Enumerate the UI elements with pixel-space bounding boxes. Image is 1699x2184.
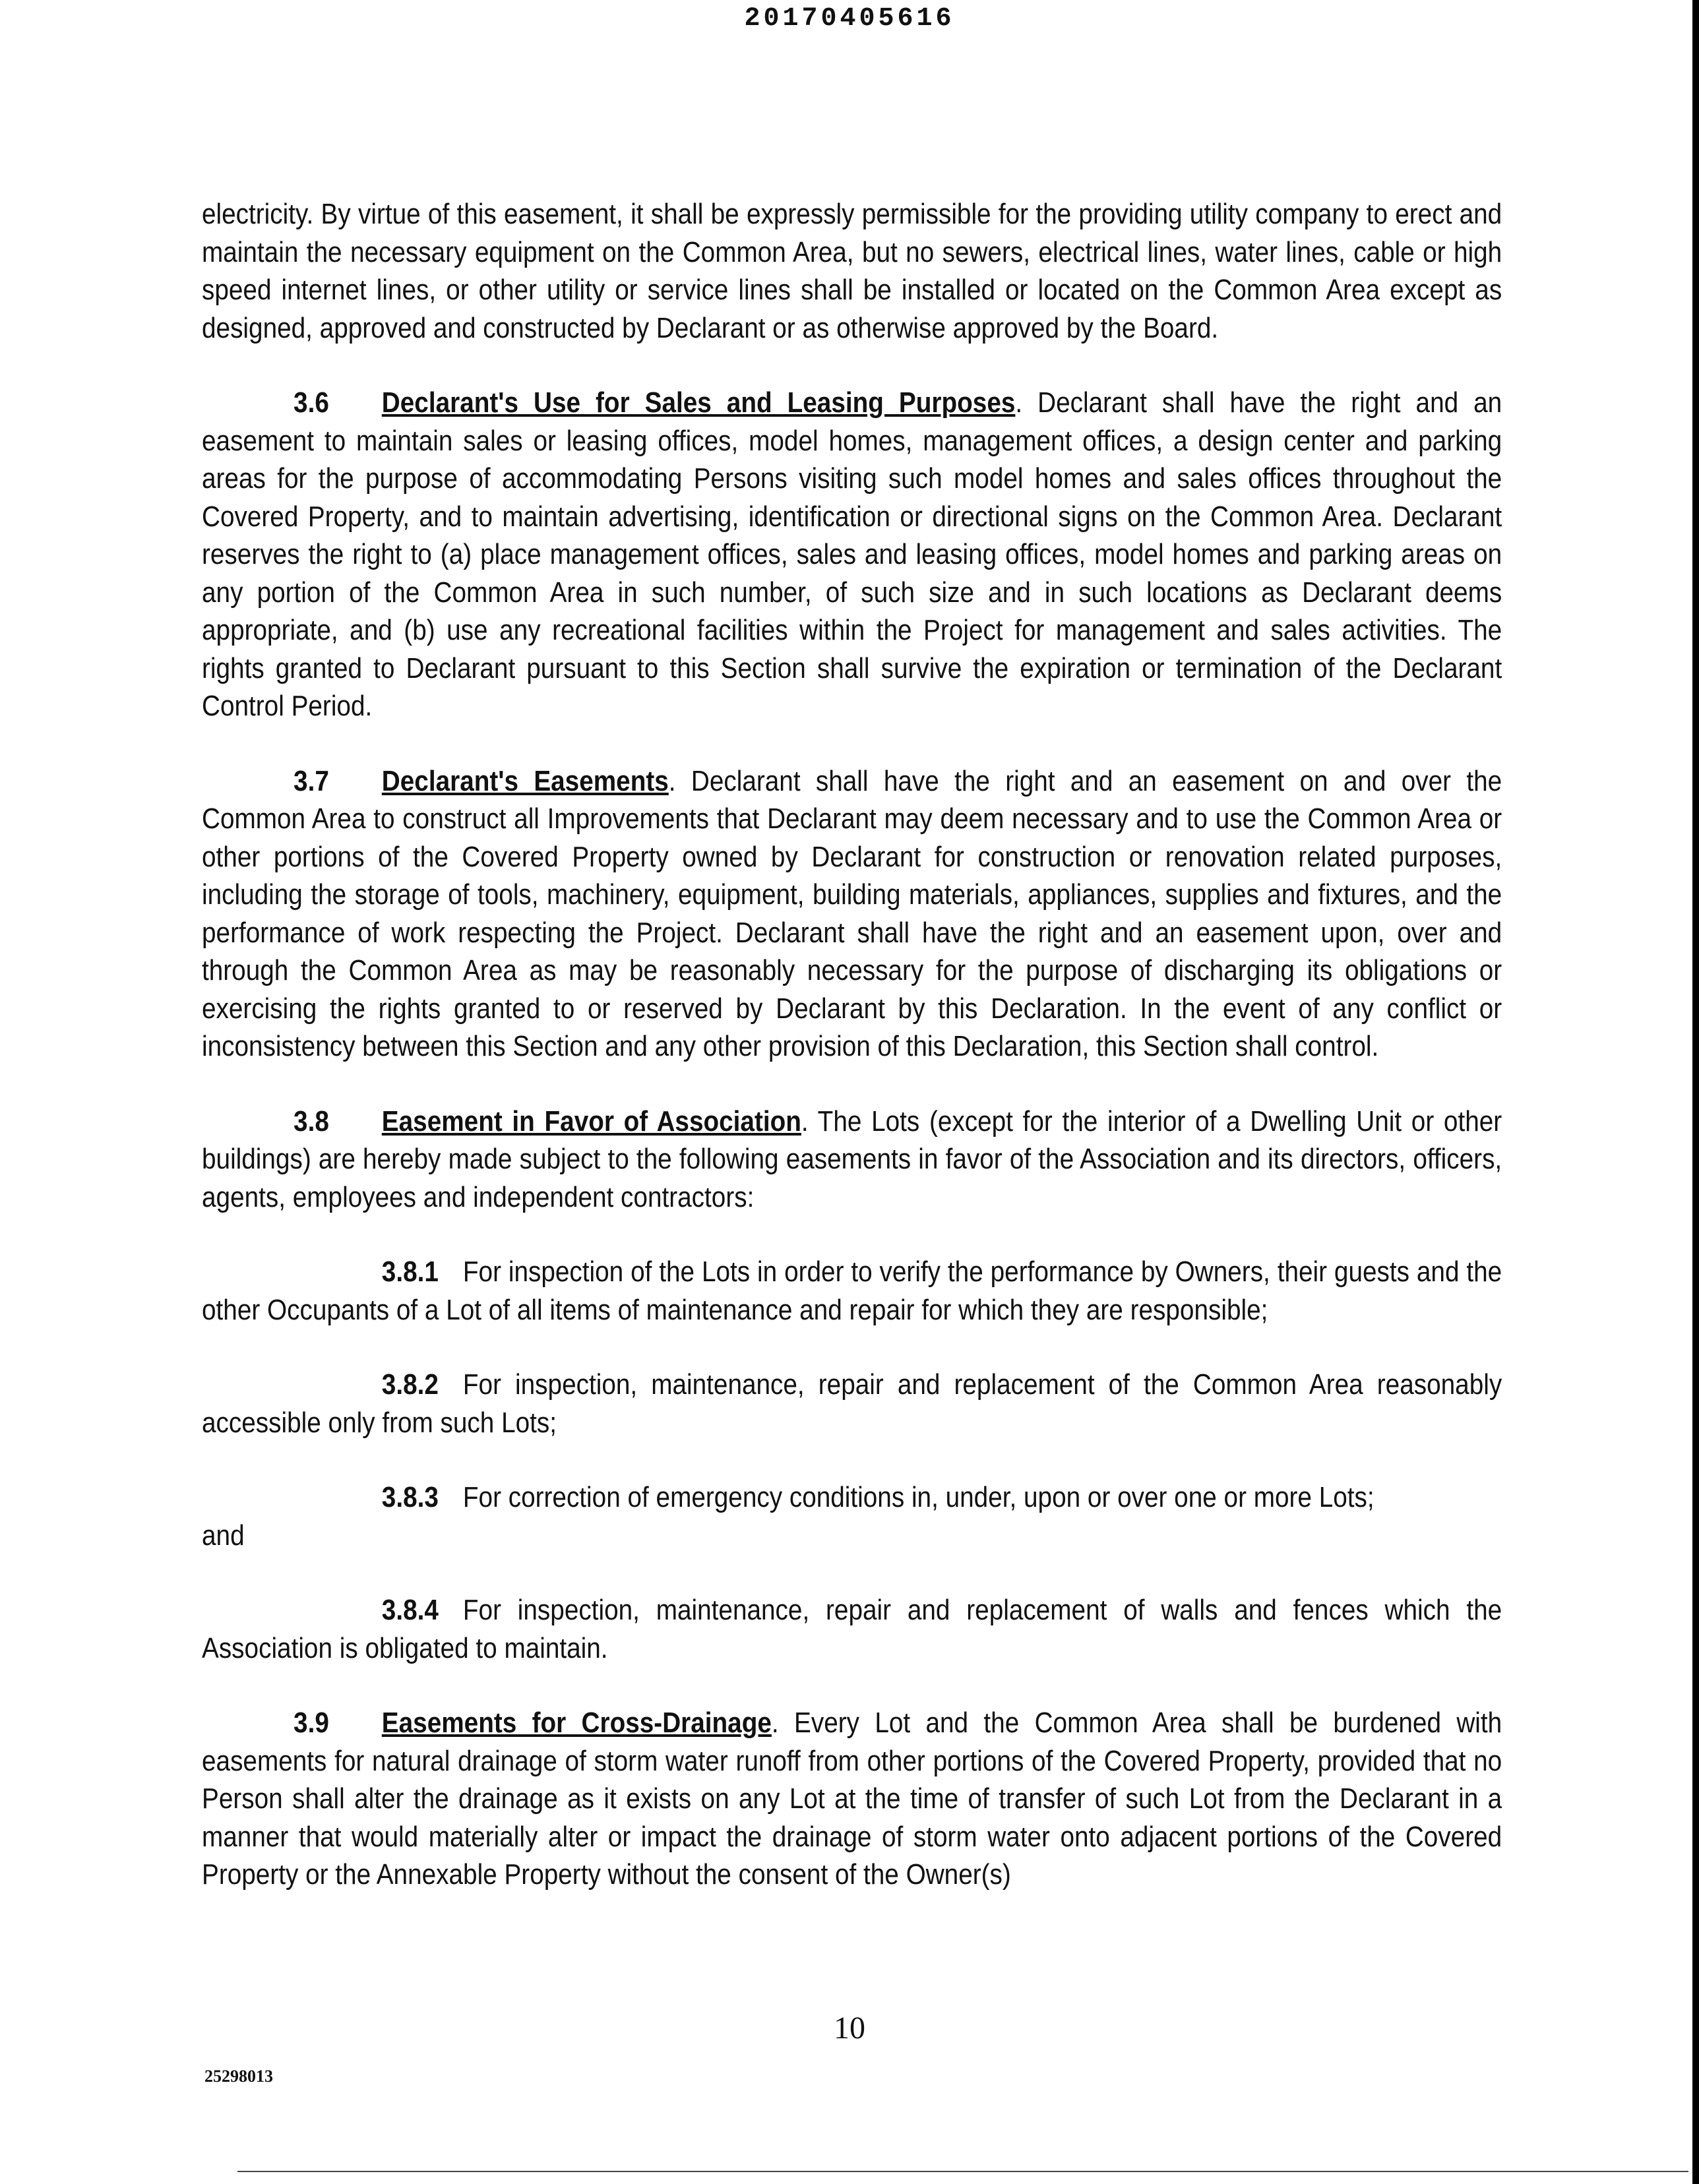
subsection-text: For inspection, maintenance, repair and replacement of walls and fences which the Association is obligated to maintain. [202,1594,1502,1664]
subsection-number: 3.8.4 [381,1594,439,1626]
subsection-text: For correction of emergency conditions in, under, upon or over one or more Lots; [462,1481,1375,1513]
section-3-8-1 [202,1253,1502,1329]
section-heading: Easement in Favor of Association [381,1105,801,1138]
section-text: . Every Lot and the Common Area shall be burdened with easements for natural drainage of storm water runoff from other portions of the Covered Property, provided that no Person shall alter the drainage as it exists on any Lot at the time of transfer of such Lot from the Declarant in a manner that would materially alter or impact the drainage of storm water onto adjacent portions of the Covered Property or the Annexable Property without the consent of the Owner(s) [202,1707,1502,1891]
document-body [202,195,1501,1894]
subsection-number: 3.8.2 [381,1368,439,1401]
section-heading: Declarant's Easements [381,764,669,797]
subsection-number: 3.8.3 [381,1481,439,1513]
section-number: 3.9 [293,1707,329,1739]
subsection-text: For inspection of the Lots in order to verify the performance by Owners, their guests and the other Occupants of a Lot of all items of maintenance and repair for which they are responsible; [202,1256,1502,1326]
section-number: 3.7 [293,764,329,797]
section-heading: Declarant's Use for Sales and Leasing Purposes [381,386,1016,419]
section-heading: Easements for Cross-Drainage [381,1707,772,1739]
section-text: . Declarant shall have the right and an easement on and over the Common Area to construct all Improvements that Declarant may deem necessary and to use the Common Area or other portions of the Covered Property owned by Declarant for construction or renovation related purposes, including the storage of tools, machinery, equipment, building materials, appliances, supplies and fixtures, and the performance of work respecting the Project. Declarant shall have the right and an easement upon, over and through the Common Area as may be reasonably necessary for the purpose of discharging its obligations or exercising the rights granted to or reserved by Declarant by this Declaration. In the event of any conflict or inconsistency between this Section and any other provision of this Declaration, this Section shall control. [202,764,1502,1062]
section-3-9 [202,1704,1502,1894]
section-3-8-2 [202,1366,1502,1441]
section-3-6 [202,384,1502,725]
section-number: 3.8 [293,1105,329,1138]
subsection-text: For inspection, maintenance, repair and replacement of the Common Area reasonably accessible only from such Lots; [202,1368,1502,1439]
section-3-8 [202,1103,1502,1217]
section-text: . Declarant shall have the right and an easement to maintain sales or leasing offices, model homes, management offices, a design center and parking areas for the purpose of accommodating Persons visiting such model homes and sales offices throughout the Covered Property, and to maintain advertising, identification or directional signs on the Common Area. Declarant reserves the right to (a) place management offices, sales and leasing offices, model homes and parking areas on any portion of the Common Area in such number, of such size and in such locations as Declarant deems appropriate, and (b) use any recreational facilities within the Project for management and sales activities. The rights granted to Declarant pursuant to this Section shall survive the expiration or termination of the Declarant Control Period. [202,386,1502,722]
section-3-8-3 [202,1478,1502,1517]
scan-edge-border [1692,0,1699,2184]
section-3-8-4 [202,1591,1502,1667]
footer-document-code: 25298013 [204,2067,273,2086]
opening-paragraph: electricity. By virtue of this easement, it shall be expressly permissible for the providing utility company to erect and maintain the necessary equipment on the Common Area, but no sewers, electrical lines, water lines, cable or high speed internet lines, or other utility or service lines shall be installed or located on the Common Area except as designed, approved and constructed by Declarant or as otherwise approved by the Board. [202,198,1502,344]
section-text: . The Lots (except for the interior of a Dwelling Unit or other buildings) are hereby made subject to the following easements in favor of the Association and its directors, officers, agents, employees and independent contractors: [202,1105,1502,1213]
document-number: 20170405616 [744,4,955,34]
section-3-7 [202,762,1502,1066]
subsection-number: 3.8.1 [381,1256,439,1288]
and-connector: and [202,1519,245,1552]
page-number: 10 [834,2011,865,2046]
section-number: 3.6 [293,386,329,419]
bottom-scan-line [237,2171,1688,2172]
